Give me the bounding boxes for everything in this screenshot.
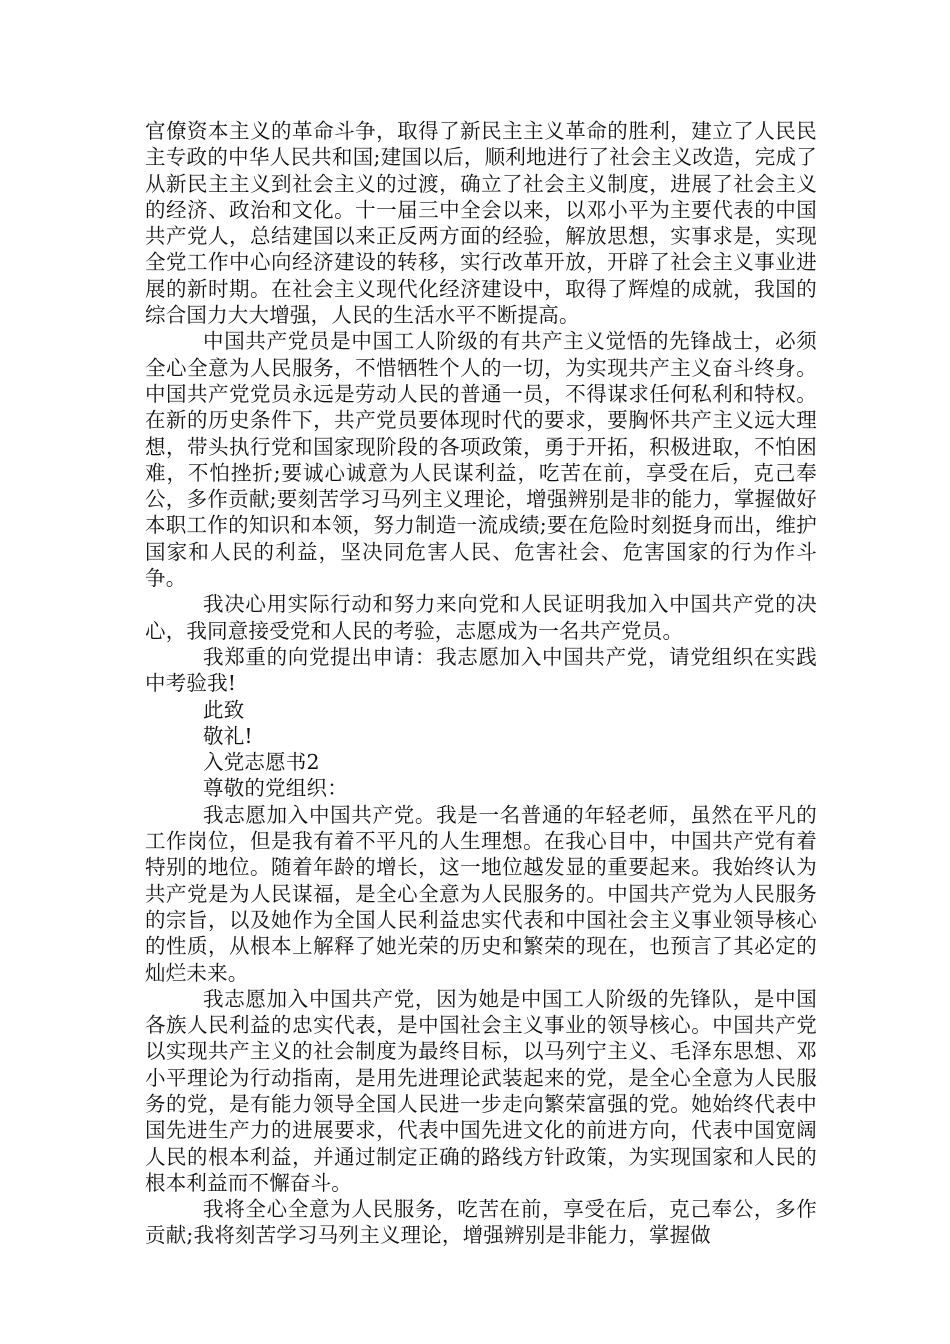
paragraph-2: 中国共产党员是中国工人阶级的有共产主义觉悟的先锋战士，必须全心全意为人民服务，不惜牺牲个人的一切，为实现共产主义奋斗终身。中国共产党党员永远是劳动人民的普通一员，不得谋求任何私利和特权。在新的历史条件下，共产党员要体现时代的要求，要胸怀共产主义远大理想，带头执行党和国家现阶段的各项政策，勇于开拓，积极进取，不怕困难，不怕挫折;要诚心诚意为人民谋利益，吃苦在前，享受在后，克己奉公，多作贡献;要刻苦学习马列主义理论，增强辨别是非的能力，掌握做好本职工作的知识和本领，努力制造一流成绩;要在危险时刻挺身而出，维护国家和人民的利益，坚决同危害人民、危害社会、危害国家的行为作斗争。 — [145, 329, 817, 591]
document-body — [145, 118, 817, 1249]
paragraph-4: 我郑重的向党提出申请：我志愿加入中国共产党，请党组织在实践中考验我! — [145, 644, 817, 696]
paragraph-3: 我决心用实际行动和努力来向党和人民证明我加入中国共产党的决心，我同意接受党和人民的考验，志愿成为一名共产党员。 — [145, 592, 817, 643]
paragraph-7: 我将全心全意为人民服务，吃苦在前，享受在后，克己奉公，多作贡献;我将刻苦学习马列主义理论，增强辨别是非能力，掌握做 — [145, 1197, 817, 1248]
salutation-respect: 敬礼! — [203, 723, 253, 748]
paragraph-1: 官僚资本主义的革命斗争，取得了新民主主义革命的胜利，建立了人民民主专政的中华人民共和国;建国以后，顺利地进行了社会主义改造，完成了从新民主主义到社会主义的过渡，确立了社会主义制度，进展了社会主义的经济、政治和文化。十一届三中全会以来，以邓小平为主要代表的中国共产党人，总结建国以来正反两方面的经验，解放思想，实事求是，实现全党工作中心向经济建设的转移，实行改革开放，开辟了社会主义事业进展的新时期。在社会主义现代化经济建设中，取得了辉煌的成就，我国的综合国力大大增强，人民的生活水平不断提高。 — [145, 119, 817, 328]
paragraph-6: 我志愿加入中国共产党，因为她是中国工人阶级的先锋队，是中国各族人民利益的忠实代表，是中国社会主义事业的领导核心。中国共产党以实现共产主义的社会制度为最终目标，以马列宁主义、毛泽东思想、邓小平理论为行动指南，是用先进理论武装起来的党，是全心全意为人民服务的党，是有能力领导全国人民进一步走向繁荣富强的党。她始终代表中国先进生产力的进展要求，代表中国先进文化的前进方向，代表中国宽阔人民的根本利益，并通过制定正确的路线方针政策，为实现国家和人民的根本利益而不懈奋斗。 — [145, 986, 817, 1195]
greeting: 尊敬的党组织： — [203, 776, 348, 801]
section-title: 入党志愿书2 — [203, 750, 320, 775]
salutation-closing: 此致 — [203, 697, 245, 722]
paragraph-5: 我志愿加入中国共产党。我是一名普通的年轻老师，虽然在平凡的工作岗位，但是我有着不平凡的人生理想。在我心目中，中国共产党有着特别的地位。随着年龄的增长，这一地位越发显的重要起来。我始终认为共产党是为人民谋福，是全心全意为人民服务的。中国共产党为人民服务的宗旨，以及她作为全国人民利益忠实代表和中国社会主义事业领导核心的性质，从根本上解释了她光荣的历史和繁荣的现在，也预言了其必定的灿烂未来。 — [145, 802, 817, 985]
